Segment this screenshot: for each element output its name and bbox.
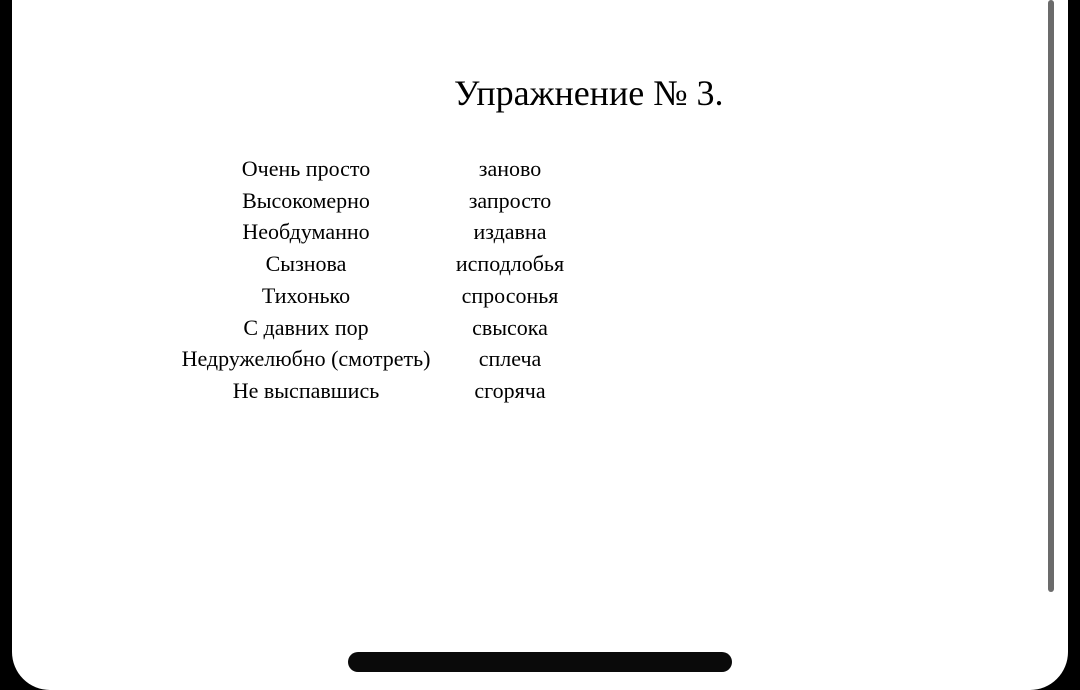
adverb-item: исподлобья xyxy=(455,251,565,277)
adverb-item: сплеча xyxy=(478,346,542,372)
phrase-item: Высокомерно xyxy=(242,187,370,213)
home-indicator[interactable] xyxy=(348,652,732,672)
phrase-item: Тихонько xyxy=(261,282,351,308)
exercise-title: Упражнение № 3. xyxy=(454,73,724,113)
vertical-scrollbar[interactable] xyxy=(1048,0,1054,592)
phrase-item: Не выспавшись xyxy=(232,377,380,403)
adverb-item: издавна xyxy=(473,219,547,245)
adverb-item: заново xyxy=(478,156,542,181)
phrase-item: Сызнова xyxy=(265,251,347,277)
phrase-item: Недружелюбно (смотреть) xyxy=(181,346,431,372)
adverb-column xyxy=(420,153,600,407)
phrase-column xyxy=(156,153,456,407)
adverb-item: свысока xyxy=(472,314,548,340)
phrase-item: Очень просто xyxy=(241,156,371,181)
adverb-item: сгоряча xyxy=(474,377,546,403)
document-page[interactable] xyxy=(12,0,1068,690)
adverb-item: спросонья xyxy=(461,282,559,308)
phrase-item: С давних пор xyxy=(243,314,369,340)
phrase-item: Необдуманно xyxy=(242,219,370,245)
adverb-item: запросто xyxy=(468,187,552,213)
